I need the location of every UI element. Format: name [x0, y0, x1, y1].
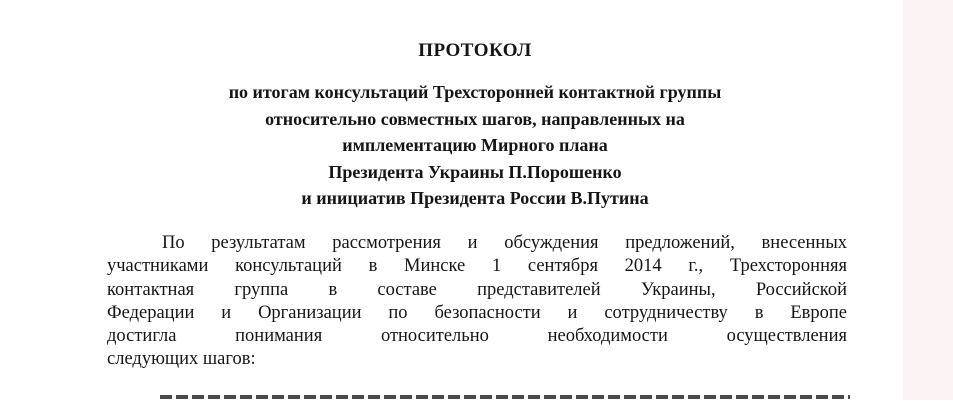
document-subtitle: [0, 79, 950, 212]
subtitle-line: имплементацию Мирного плана: [342, 135, 608, 155]
page-side-margin: [903, 0, 953, 400]
subtitle-line: относительно совместных шагов, направленных на: [265, 108, 685, 129]
body-line: участниками консультаций в Минске 1 сентября 2014 г., Трехсторонняя: [107, 256, 847, 277]
document-body-paragraph: [107, 232, 847, 372]
body-line: По результатам рассмотрения и обсуждения предложений, внесенных: [162, 233, 847, 253]
body-line: достигла понимания относительно необходимости осуществления: [107, 326, 847, 347]
subtitle-line: по итогам консультаций Трехсторонней контактной группы: [228, 82, 722, 102]
subtitle-line: и инициатив Президента России В.Путина: [301, 188, 649, 208]
subtitle-line: Президента Украины П.Порошенко: [328, 161, 622, 182]
cropped-next-line: [160, 393, 850, 403]
body-line: контактная группа в составе представителей Украины, Российской: [107, 279, 847, 300]
document-title: ПРОТОКОЛ: [418, 40, 532, 61]
body-line: следующих шагов:: [107, 349, 256, 370]
body-line: Федерации и Организации по безопасности и сотрудничеству в Европе: [107, 302, 847, 323]
